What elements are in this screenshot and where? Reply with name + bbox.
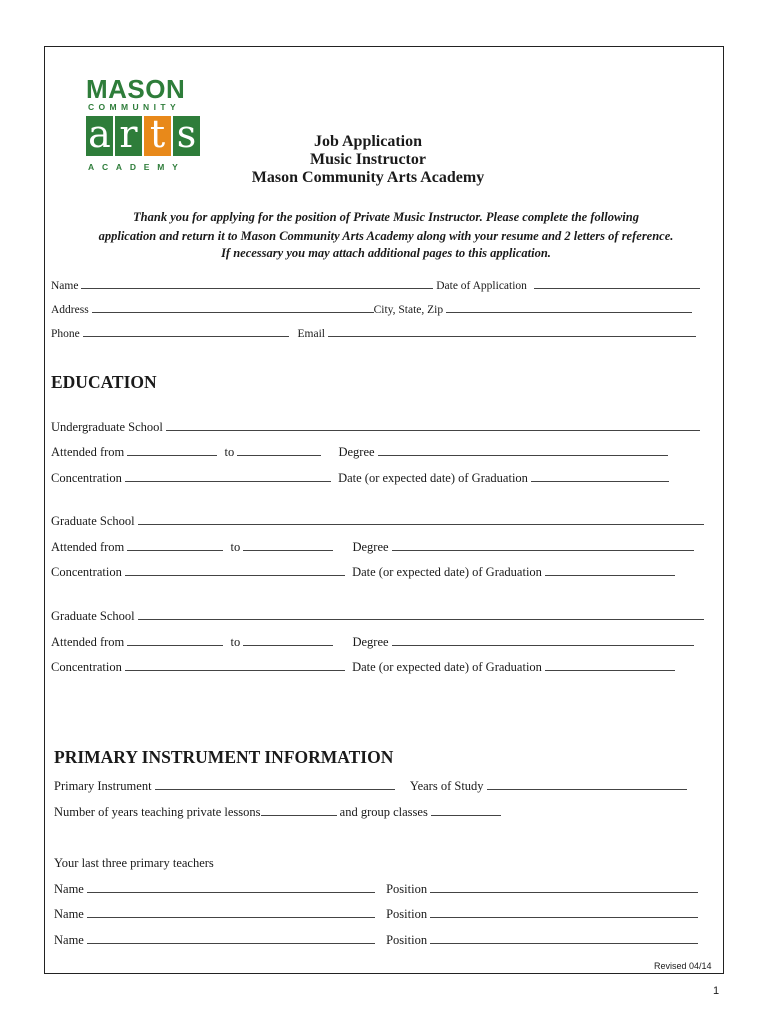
address-label: Address: [51, 304, 89, 316]
degree-label: Degree: [352, 540, 389, 554]
address-field[interactable]: [51, 302, 692, 316]
graduate-concentration-field-1[interactable]: [51, 565, 675, 580]
attended-to-line[interactable]: [237, 445, 321, 456]
name-field[interactable]: [51, 278, 700, 292]
phone-line[interactable]: [83, 326, 289, 337]
years-teaching-label: Number of years teaching private lessons: [54, 805, 261, 819]
graduate-attended-field-1[interactable]: [51, 540, 694, 555]
graduate-school-field-1[interactable]: [51, 514, 704, 529]
undergrad-school-line[interactable]: [166, 420, 700, 431]
teacher-name-line[interactable]: [87, 882, 375, 893]
attended-to-line[interactable]: [243, 635, 333, 646]
concentration-line[interactable]: [125, 565, 345, 576]
teacher-position-line[interactable]: [430, 882, 698, 893]
intro-line-3: If necessary you may attach additional pages to this application.: [221, 246, 551, 260]
title-academy: Mason Community Arts Academy: [251, 169, 485, 186]
degree-line[interactable]: [392, 540, 694, 551]
graduation-line[interactable]: [531, 471, 669, 482]
degree-line[interactable]: [378, 445, 668, 456]
instrument-heading: PRIMARY INSTRUMENT INFORMATION: [54, 747, 394, 767]
intro-line-1: Thank you for applying for the position of Private Music Instructor. Please complete the following: [133, 210, 639, 224]
teacher-name-line[interactable]: [87, 933, 375, 944]
concentration-line[interactable]: [125, 471, 331, 482]
teacher-row-2[interactable]: [54, 907, 698, 922]
revised-date: Revised 04/14: [654, 961, 712, 971]
undergrad-school-label: Undergraduate School: [51, 420, 163, 434]
phone-label: Phone: [51, 328, 80, 340]
concentration-line[interactable]: [125, 660, 345, 671]
logo-mason-text: MASON: [86, 74, 186, 104]
undergrad-attended-field[interactable]: [51, 445, 668, 460]
graduate-concentration-field-2[interactable]: [51, 660, 675, 675]
logo-community-text: COMMUNITY: [88, 102, 181, 112]
undergrad-concentration-field[interactable]: [51, 471, 669, 486]
graduation-label: Date (or expected date) of Graduation: [352, 565, 542, 579]
primary-instrument-field[interactable]: [54, 779, 687, 794]
graduate-school-line[interactable]: [138, 609, 704, 620]
education-heading: EDUCATION: [51, 372, 157, 392]
address-line[interactable]: [92, 302, 374, 313]
graduation-line[interactable]: [545, 660, 675, 671]
graduation-label: Date (or expected date) of Graduation: [352, 660, 542, 674]
to-label: to: [230, 635, 241, 649]
teacher-row-3[interactable]: [54, 933, 698, 948]
logo-tile-r: r: [115, 116, 142, 156]
group-classes-label: and group classes: [339, 805, 428, 819]
concentration-label: Concentration: [51, 471, 122, 485]
graduation-label: Date (or expected date) of Graduation: [338, 471, 528, 485]
teacher-name-label: Name: [54, 882, 84, 896]
teacher-name-label: Name: [54, 907, 84, 921]
title-music-instructor: Music Instructor: [310, 151, 426, 168]
primary-instrument-line[interactable]: [155, 779, 395, 790]
attended-from-label: Attended from: [51, 445, 125, 459]
attended-from-label: Attended from: [51, 540, 125, 554]
teacher-position-label: Position: [386, 933, 428, 947]
teacher-position-line[interactable]: [430, 933, 698, 944]
attended-from-line[interactable]: [127, 445, 217, 456]
teacher-position-label: Position: [386, 907, 428, 921]
primary-instrument-label: Primary Instrument: [54, 779, 152, 793]
years-of-study-line[interactable]: [487, 779, 687, 790]
years-teaching-line[interactable]: [261, 805, 337, 816]
attended-to-line[interactable]: [243, 540, 333, 551]
logo-arts-tiles: [86, 112, 200, 156]
logo-tile-t: t: [144, 116, 171, 156]
city-state-zip-line[interactable]: [446, 302, 692, 313]
email-line[interactable]: [328, 326, 696, 337]
graduate-school-label: Graduate School: [51, 514, 135, 528]
to-label: to: [224, 445, 235, 459]
name-label: Name: [51, 280, 79, 292]
attended-from-label: Attended from: [51, 635, 125, 649]
teacher-position-label: Position: [386, 882, 428, 896]
teacher-name-line[interactable]: [87, 907, 375, 918]
name-line[interactable]: [81, 278, 433, 289]
years-teaching-field[interactable]: [54, 805, 501, 820]
mason-logo: [86, 74, 202, 174]
email-label: Email: [297, 328, 325, 340]
logo-tile-a: a: [86, 116, 113, 156]
phone-field[interactable]: [51, 326, 696, 340]
intro-line-2: application and return it to Mason Community Arts Academy along with your resume and 2 letters of reference.: [98, 229, 674, 243]
city-state-zip-label: City, State, Zip: [373, 304, 444, 316]
graduate-school-label: Graduate School: [51, 609, 135, 623]
degree-line[interactable]: [392, 635, 694, 646]
degree-label: Degree: [352, 635, 389, 649]
degree-label: Degree: [338, 445, 375, 459]
to-label: to: [230, 540, 241, 554]
graduate-school-line[interactable]: [138, 514, 704, 525]
concentration-label: Concentration: [51, 565, 122, 579]
concentration-label: Concentration: [51, 660, 122, 674]
graduation-line[interactable]: [545, 565, 675, 576]
group-classes-line[interactable]: [431, 805, 501, 816]
attended-from-line[interactable]: [127, 540, 223, 551]
teacher-name-label: Name: [54, 933, 84, 947]
logo-academy-text: ACADEMY: [88, 162, 186, 172]
logo-tile-s: s: [173, 116, 200, 156]
date-of-application-label: Date of Application: [436, 280, 527, 292]
attended-from-line[interactable]: [127, 635, 223, 646]
graduate-school-field-2[interactable]: [51, 609, 704, 624]
teacher-row-1[interactable]: [54, 882, 698, 897]
teacher-position-line[interactable]: [430, 907, 698, 918]
date-of-application-line[interactable]: [534, 278, 700, 289]
undergrad-school-field[interactable]: [51, 420, 700, 435]
years-of-study-label: Years of Study: [409, 779, 484, 793]
teachers-prompt: Your last three primary teachers: [54, 856, 214, 870]
title-job-application: Job Application: [313, 133, 423, 150]
page-number: 1: [713, 985, 720, 997]
graduate-attended-field-2[interactable]: [51, 635, 694, 650]
